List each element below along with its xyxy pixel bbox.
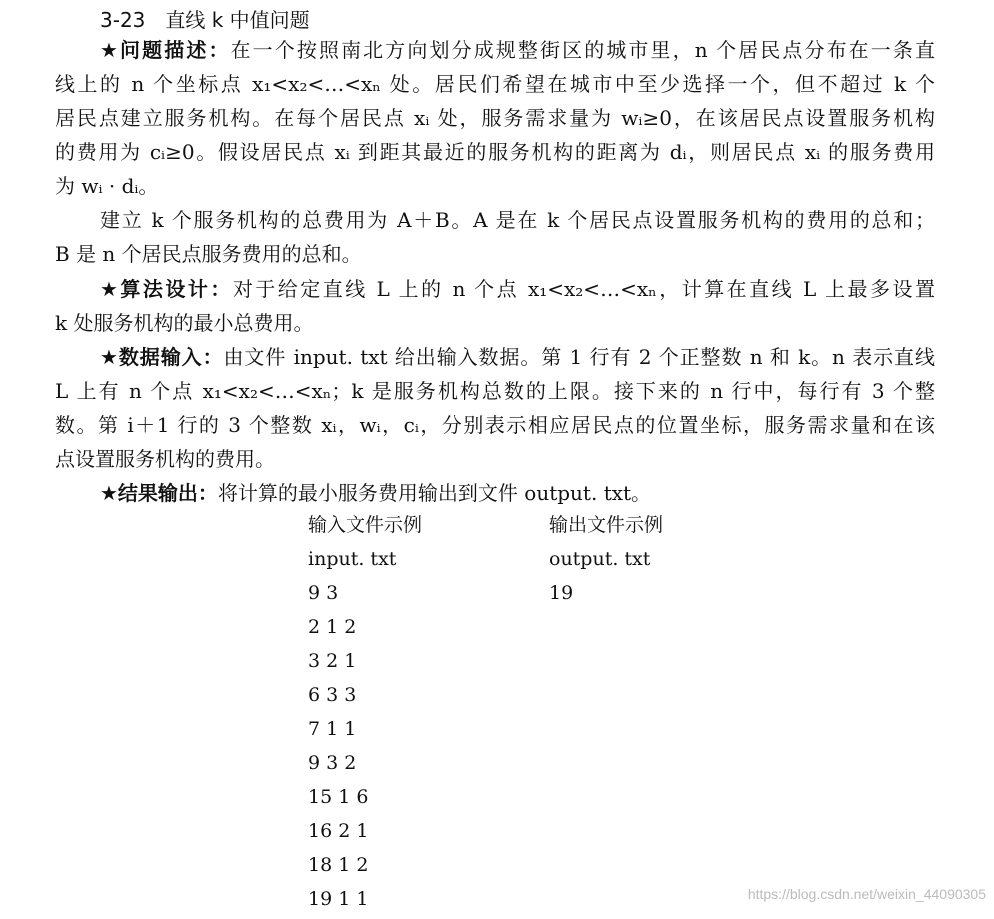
example-row: 18 1 2 [308,854,369,876]
problem-description-line [100,36,935,64]
result-output-line [100,479,651,507]
output-filename: output. txt [549,548,651,570]
data-input-line: 数。第 i＋1 行的 3 个整数 xᵢ，wᵢ，cᵢ，分别表示相应居民点的位置坐标，服务需求量和在该 [55,413,935,437]
example-row: 19 [549,582,574,604]
problem-description-line: 的费用为 cᵢ≥0。假设居民点 xᵢ 到距其最近的服务机构的距离为 dᵢ，则居民点 xᵢ 的服务费用 [55,140,935,164]
algorithm-design-line [100,275,935,303]
problem-description-line: 居民点建立服务机构。在每个居民点 xᵢ 处，服务需求量为 wᵢ≥0，在该居民点设置服务机构 [55,106,935,130]
data-input-line: L 上有 n 个点 x₁<x₂<…<xₙ；k 是服务机构总数的上限。接下来的 n 行中，每行有 3 个整 [55,379,935,403]
data-input-line [100,343,935,371]
output-example-heading: 输出文件示例 [549,514,664,536]
input-example [308,511,422,919]
text: 将计算的最小服务费用输出到文件 output. txt。 [217,481,652,505]
watermark: https://blog.csdn.net/weixin_44090305 [747,886,986,902]
example-row: 9 3 2 [308,752,357,774]
example-row: 2 1 2 [308,616,357,638]
example-row: 3 2 1 [308,650,357,672]
example-row: 16 2 1 [308,820,369,842]
text: 由文件 input. txt 给出输入数据。第 1 行有 2 个正整数 n 和 k。n 表示直线 [223,345,935,369]
input-filename: input. txt [308,548,397,570]
input-example-heading: 输入文件示例 [308,514,423,536]
cost-paragraph-line: B 是 n 个居民点服务费用的总和。 [55,242,362,266]
cost-paragraph-line: 建立 k 个服务机构的总费用为 A＋B。A 是在 k 个居民点设置服务机构的费用的总和； [100,208,935,232]
section-heading: ★算法设计： [100,277,233,301]
example-row: 9 3 [308,582,339,604]
section-heading: ★结果输出： [100,481,218,505]
data-input-line: 点设置服务机构的费用。 [55,447,275,471]
text: 对于给定直线 L 上的 n 个点 x₁<x₂<…<xₙ，计算在直线 L 上最多设置 [232,277,935,301]
example-row: 15 1 6 [308,786,369,808]
algorithm-design-line: k 处服务机构的最小总费用。 [55,311,314,335]
problem-description-line: 为 wᵢ · dᵢ。 [55,174,159,198]
output-example [549,511,663,613]
section-heading: ★数据输入： [100,345,224,369]
example-row: 19 1 1 [308,888,369,910]
section-heading: ★问题描述： [100,38,231,62]
example-row: 6 3 3 [308,684,357,706]
problem-description-line: 线上的 n 个坐标点 x₁<x₂<…<xₙ 处。居民们希望在城市中至少选择一个，但不超过 k 个 [55,72,935,96]
problem-title: 3-23 直线 k 中值问题 [100,8,310,32]
text: 在一个按照南北方向划分成规整街区的城市里，n 个居民点分布在一条直 [230,38,935,62]
example-row: 7 1 1 [308,718,357,740]
